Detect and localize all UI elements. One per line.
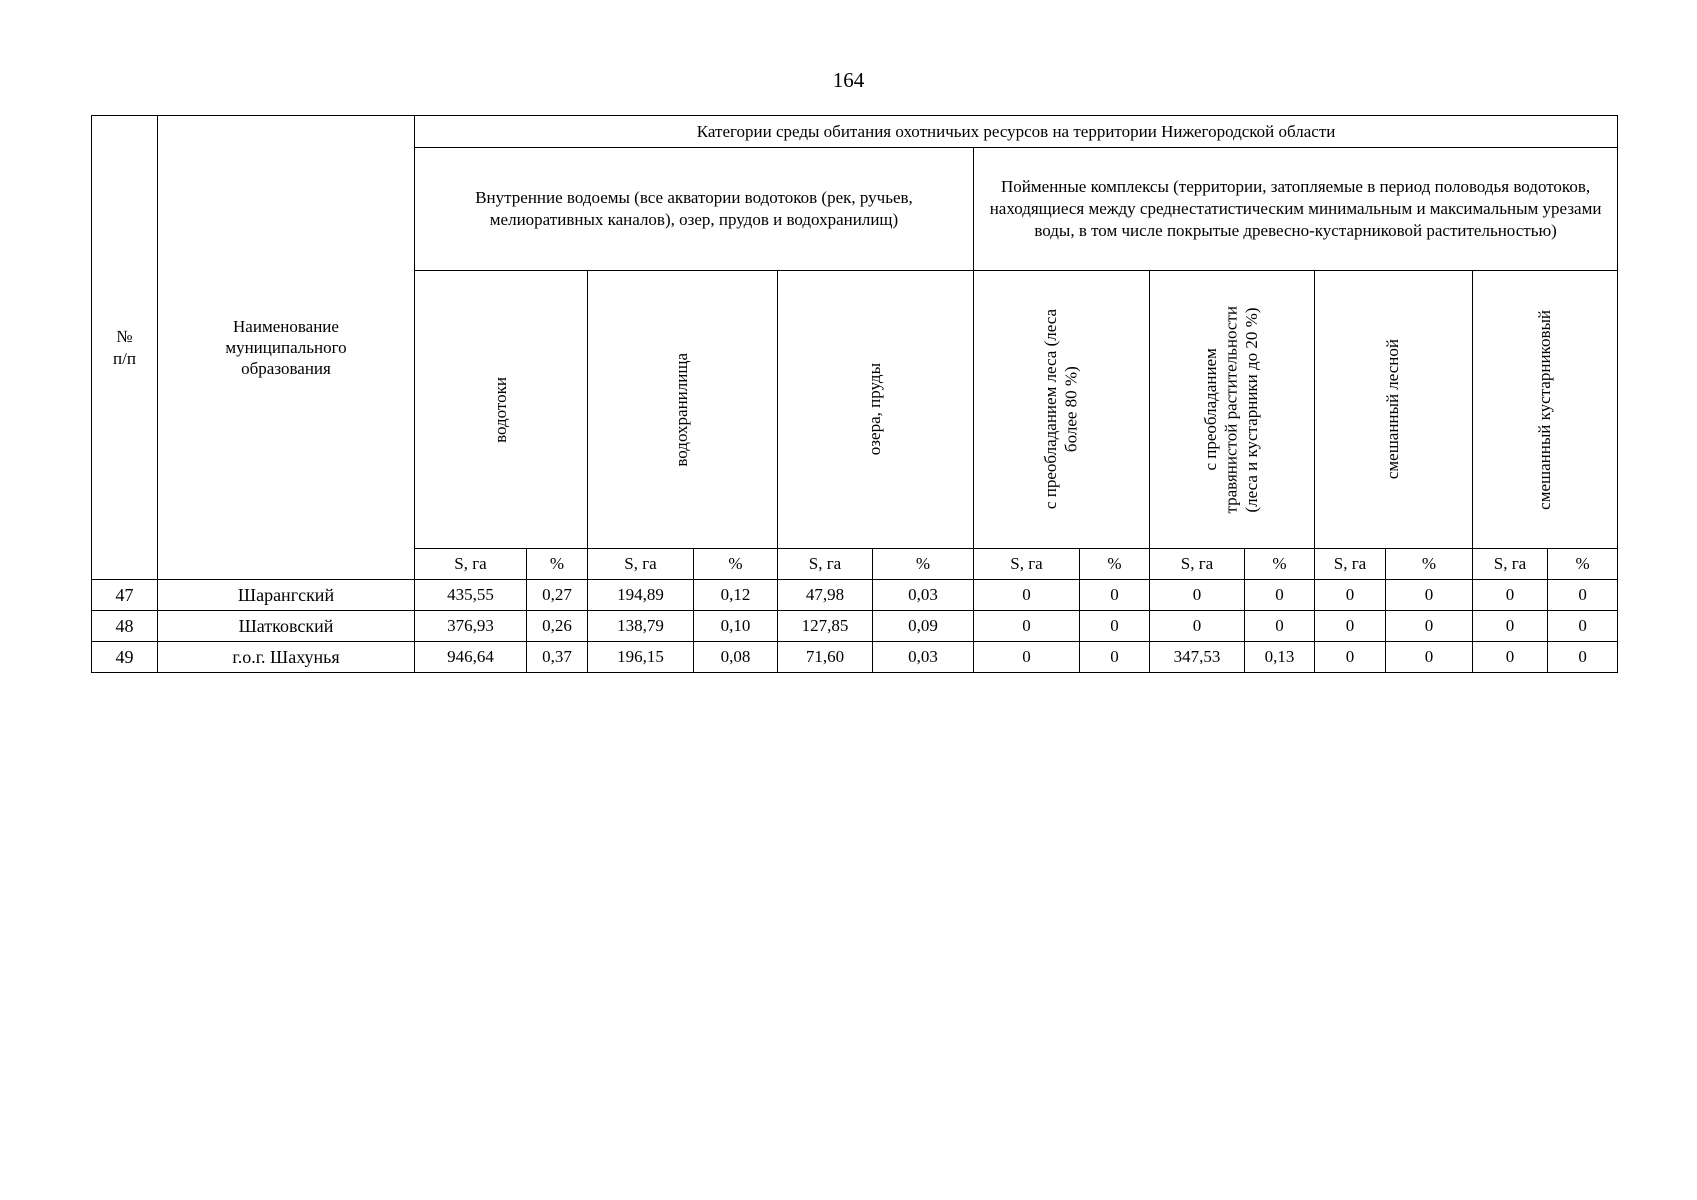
cell-percent: 0 [1386,642,1473,673]
row-municipality: г.о.г. Шахунья [158,642,415,673]
cell-percent: 0,37 [527,642,588,673]
cell-area: 435,55 [415,580,527,611]
table-row [92,580,1618,611]
header-name: Наименование муниципального образования [158,116,415,580]
cell-percent: 0,10 [694,611,778,642]
habitat-table [91,115,1618,673]
cell-percent: 0,12 [694,580,778,611]
row-number: 49 [92,642,158,673]
cell-percent: 0 [1080,642,1150,673]
header-floodplain [974,148,1618,271]
header-num: № п/п [92,116,158,580]
cell-percent: 0 [1080,611,1150,642]
subheader-label: озера, пруды [865,363,885,456]
cell-area: 0 [1315,642,1386,673]
unit-area-header: S, га [1315,549,1386,580]
cell-area: 47,98 [778,580,873,611]
cell-area: 0 [974,611,1080,642]
header-floodplain-text: Пойменные комплексы (территории, затопляемые в период половодья водотоков, находящиеся между среднестатистическим минимальным и максимальным урезами воды, в том числе покрытые древесно-кустарниковой растительностью) [989,176,1602,241]
unit-area-header: S, га [974,549,1080,580]
cell-percent: 0,03 [873,580,974,611]
subheader-label: водохранилища [672,352,692,467]
unit-pct-header: % [1386,549,1473,580]
table-row [92,611,1618,642]
cell-area: 0 [974,580,1080,611]
cell-percent: 0 [1080,580,1150,611]
unit-pct-header: % [527,549,588,580]
cell-percent: 0,26 [527,611,588,642]
cell-percent: 0,13 [1245,642,1315,673]
subheader-label: с преобладанием травянистой растительности (леса и кустарники до 20 %) [1201,305,1262,514]
header-inner-waters [415,148,974,271]
cell-area: 196,15 [588,642,694,673]
subheader-2 [778,271,974,549]
cell-area: 347,53 [1150,642,1245,673]
cell-percent: 0,09 [873,611,974,642]
cell-percent: 0,27 [527,580,588,611]
cell-area: 946,64 [415,642,527,673]
cell-area: 0 [1473,611,1548,642]
cell-area: 0 [974,642,1080,673]
unit-area-header: S, га [1473,549,1548,580]
cell-percent: 0 [1386,611,1473,642]
row-number: 47 [92,580,158,611]
unit-area-header: S, га [1150,549,1245,580]
cell-area: 0 [1150,611,1245,642]
cell-area: 0 [1315,611,1386,642]
unit-area-header: S, га [415,549,527,580]
cell-percent: 0 [1548,580,1618,611]
subheader-label: водотоки [490,376,510,443]
cell-area: 138,79 [588,611,694,642]
cell-percent: 0,08 [694,642,778,673]
cell-percent: 0 [1245,580,1315,611]
table-row [92,642,1618,673]
subheader-1 [588,271,778,549]
unit-area-header: S, га [588,549,694,580]
subheader-6 [1473,271,1618,549]
unit-area-header: S, га [778,549,873,580]
unit-pct-header: % [873,549,974,580]
header-categories: Категории среды обитания охотничьих ресурсов на территории Нижегородской области [415,116,1618,148]
row-municipality: Шарангский [158,580,415,611]
header-inner-waters-text: Внутренние водоемы (все акватории водотоков (рек, ручьев, мелиоративных каналов), озер, прудов и водохранилищ) [475,187,913,229]
cell-percent: 0 [1548,611,1618,642]
unit-pct-header: % [1548,549,1618,580]
cell-area: 0 [1473,642,1548,673]
subheader-0 [415,271,588,549]
cell-area: 194,89 [588,580,694,611]
cell-area: 0 [1473,580,1548,611]
cell-area: 0 [1150,580,1245,611]
cell-percent: 0,03 [873,642,974,673]
cell-percent: 0 [1386,580,1473,611]
cell-area: 0 [1315,580,1386,611]
page-number: 164 [832,68,865,92]
cell-area: 376,93 [415,611,527,642]
unit-pct-header: % [1245,549,1315,580]
row-number: 48 [92,611,158,642]
subheader-label: с преобладанием леса (леса более 80 %) [1041,309,1081,510]
cell-percent: 0 [1548,642,1618,673]
subheader-label: смешанный кустарниковый [1534,309,1554,510]
cell-percent: 0 [1245,611,1315,642]
cell-area: 71,60 [778,642,873,673]
unit-pct-header: % [694,549,778,580]
subheader-label: смешанный лесной [1383,339,1403,480]
cell-area: 127,85 [778,611,873,642]
row-municipality: Шатковский [158,611,415,642]
subheader-3 [974,271,1150,549]
subheader-5 [1315,271,1473,549]
unit-pct-header: % [1080,549,1150,580]
subheader-4 [1150,271,1315,549]
